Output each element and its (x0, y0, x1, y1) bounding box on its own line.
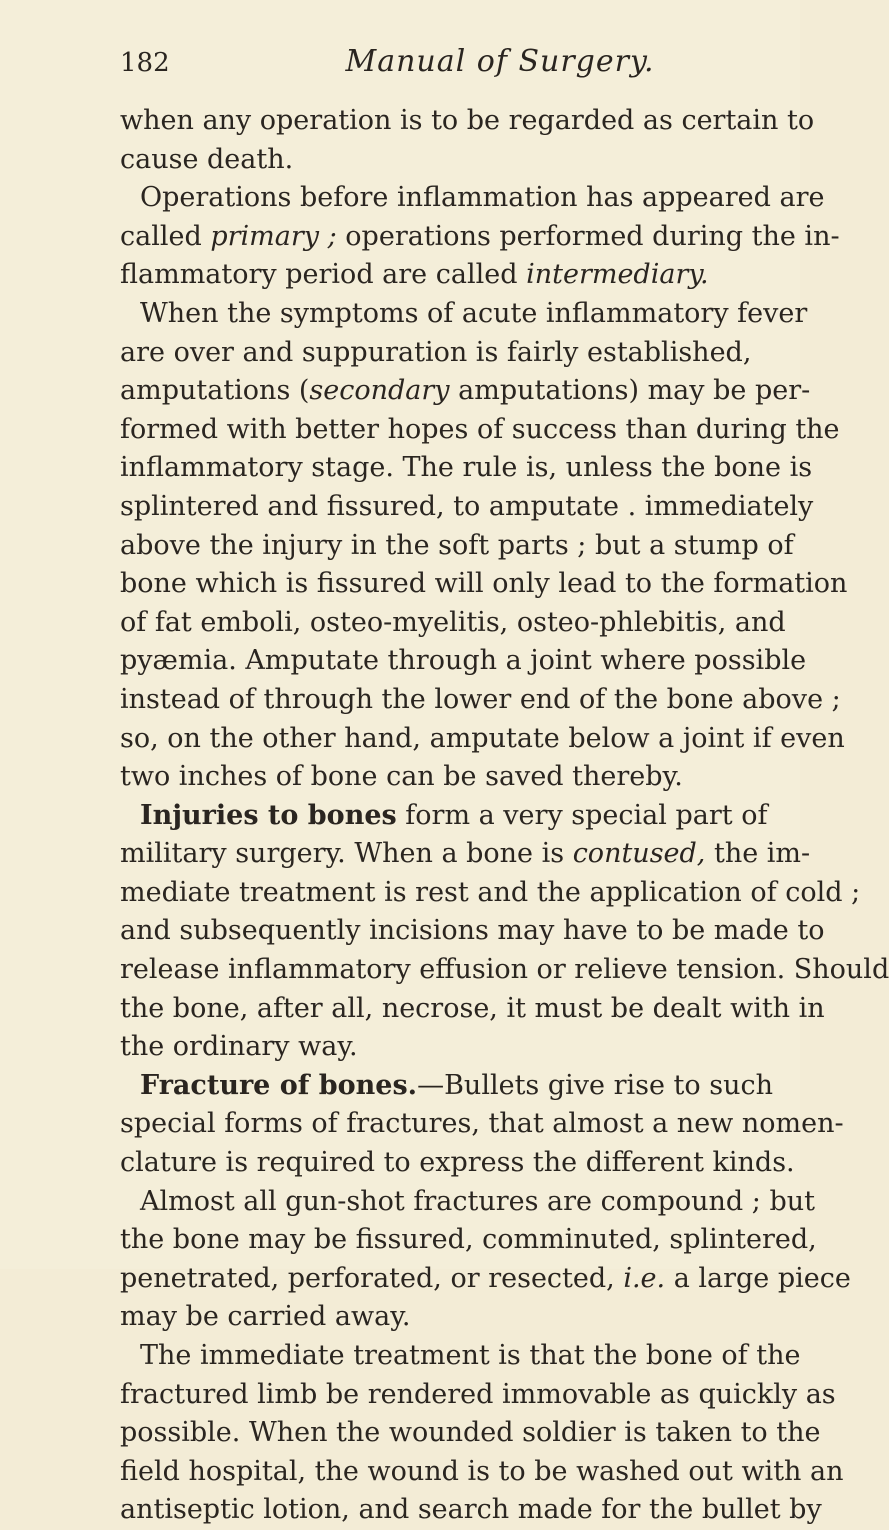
text-segment: when any operation is to be regarded as certain to (120, 105, 815, 136)
text-segment: of fat emboli, osteo-myelitis, osteo-phlebitis, and (120, 606, 786, 638)
text-line (120, 1453, 844, 1492)
text-segment: special forms of fractures, that almost a new nomen- (120, 1108, 844, 1140)
text-line (120, 488, 814, 527)
italic-text: contused, (572, 838, 706, 870)
page-header (120, 44, 760, 88)
text-segment: fractured limb be rendered immovable as quickly as (120, 1378, 836, 1410)
text-line (120, 334, 770, 373)
text-line (120, 527, 794, 566)
bold-heading-text: Fracture of bones. (140, 1069, 418, 1101)
text-segment: formed with better hopes of success than during the (120, 413, 840, 445)
text-segment: penetrated, perforated, or resected, (120, 1262, 624, 1294)
text-line (120, 1298, 770, 1337)
text-line (120, 604, 786, 643)
text-segment: operations performed during the in- (336, 220, 840, 252)
text-segment: are over and suppuration is fairly established, (120, 336, 752, 368)
body-text (120, 102, 889, 1530)
text-line (120, 1067, 773, 1106)
page-number: 182 (120, 48, 170, 78)
text-segment: form a very special part of (396, 799, 768, 831)
text-line (120, 1376, 836, 1415)
italic-text: primary ; (210, 220, 337, 252)
text-line (120, 565, 848, 604)
text-segment: Operations before inflammation has appeared are (140, 182, 825, 214)
running-title: Manual of Surgery. (345, 44, 655, 79)
text-line (120, 1105, 844, 1144)
text-segment: —Bullets give rise to such (417, 1069, 773, 1101)
text-segment: antiseptic lotion, and search made for the bullet by (120, 1494, 822, 1526)
text-line (120, 295, 808, 334)
text-segment: two inches of bone can be saved thereby. (120, 761, 683, 793)
text-segment: release inflammatory effusion or relieve tension. Should (120, 954, 889, 986)
text-segment: Almost all gun-shot fractures are compound ; but (140, 1185, 815, 1217)
text-segment: clature is required to express the different kinds. (120, 1147, 795, 1179)
text-segment: The immediate treatment is that the bone of the (140, 1340, 801, 1371)
text-segment: above the injury in the soft parts ; but a stump of (120, 529, 794, 561)
text-line (120, 102, 815, 141)
text-line (120, 1028, 770, 1067)
text-line (120, 681, 841, 720)
text-line (120, 1144, 795, 1183)
text-line (120, 179, 825, 218)
text-segment: instead of through the lower end of the bone above ; (120, 683, 841, 715)
text-segment: splintered and fissured, to amputate . immediately (120, 490, 814, 522)
text-segment: military surgery. When a bone is (120, 838, 573, 870)
text-line (120, 797, 770, 836)
italic-text: i.e. (623, 1262, 666, 1294)
text-line (120, 1414, 821, 1453)
italic-text: secondary (309, 375, 450, 407)
text-segment: bone which is fissured will only lead to the formation (120, 568, 848, 600)
text-segment: amputations) may be per- (449, 375, 811, 407)
text-line (120, 1491, 822, 1530)
text-line (120, 411, 840, 450)
text-line (120, 1183, 815, 1222)
text-segment: field hospital, the wound is to be washed out with an (120, 1455, 844, 1487)
text-line (120, 256, 770, 295)
text-segment: inflammatory stage. The rule is, unless the bone is (120, 452, 813, 484)
text-segment: cause death. (120, 143, 294, 175)
text-line (120, 1260, 851, 1299)
text-line (120, 951, 889, 990)
text-segment: mediate treatment is rest and the application of cold ; (120, 876, 861, 908)
text-line (120, 835, 811, 874)
text-segment: flammatory period are called (120, 259, 527, 291)
text-segment: so, on the other hand, amputate below a joint if even (120, 722, 845, 754)
text-segment: a large piece (665, 1262, 851, 1294)
text-segment: called (120, 220, 211, 252)
text-segment: the ordinary way. (120, 1031, 358, 1063)
text-line (120, 1221, 817, 1260)
text-line (120, 372, 811, 411)
text-segment: the im- (705, 838, 811, 870)
text-segment: pyæmia. Amputate through a joint where possible (120, 645, 807, 677)
text-line (120, 449, 813, 488)
text-line (120, 758, 770, 797)
text-segment: amputations ( (120, 375, 310, 407)
text-segment: may be carried away. (120, 1301, 411, 1333)
text-line (120, 218, 840, 257)
text-line (120, 912, 825, 951)
text-segment: When the symptoms of acute inflammatory fever (140, 297, 808, 329)
text-segment: the bone, after all, necrose, it must be dealt with in (120, 992, 825, 1024)
text-line (120, 720, 845, 759)
text-line (120, 874, 861, 913)
text-line (120, 642, 807, 681)
italic-text: intermediary. (526, 259, 709, 291)
text-line (120, 1337, 801, 1376)
text-segment: and subsequently incisions may have to be made to (120, 915, 825, 947)
text-line (120, 990, 825, 1029)
text-segment: the bone may be fissured, comminuted, splintered, (120, 1224, 817, 1256)
text-segment: possible. When the wounded soldier is taken to the (120, 1417, 821, 1449)
text-line (120, 141, 770, 180)
bold-heading-text: Injuries to bones (140, 799, 397, 831)
